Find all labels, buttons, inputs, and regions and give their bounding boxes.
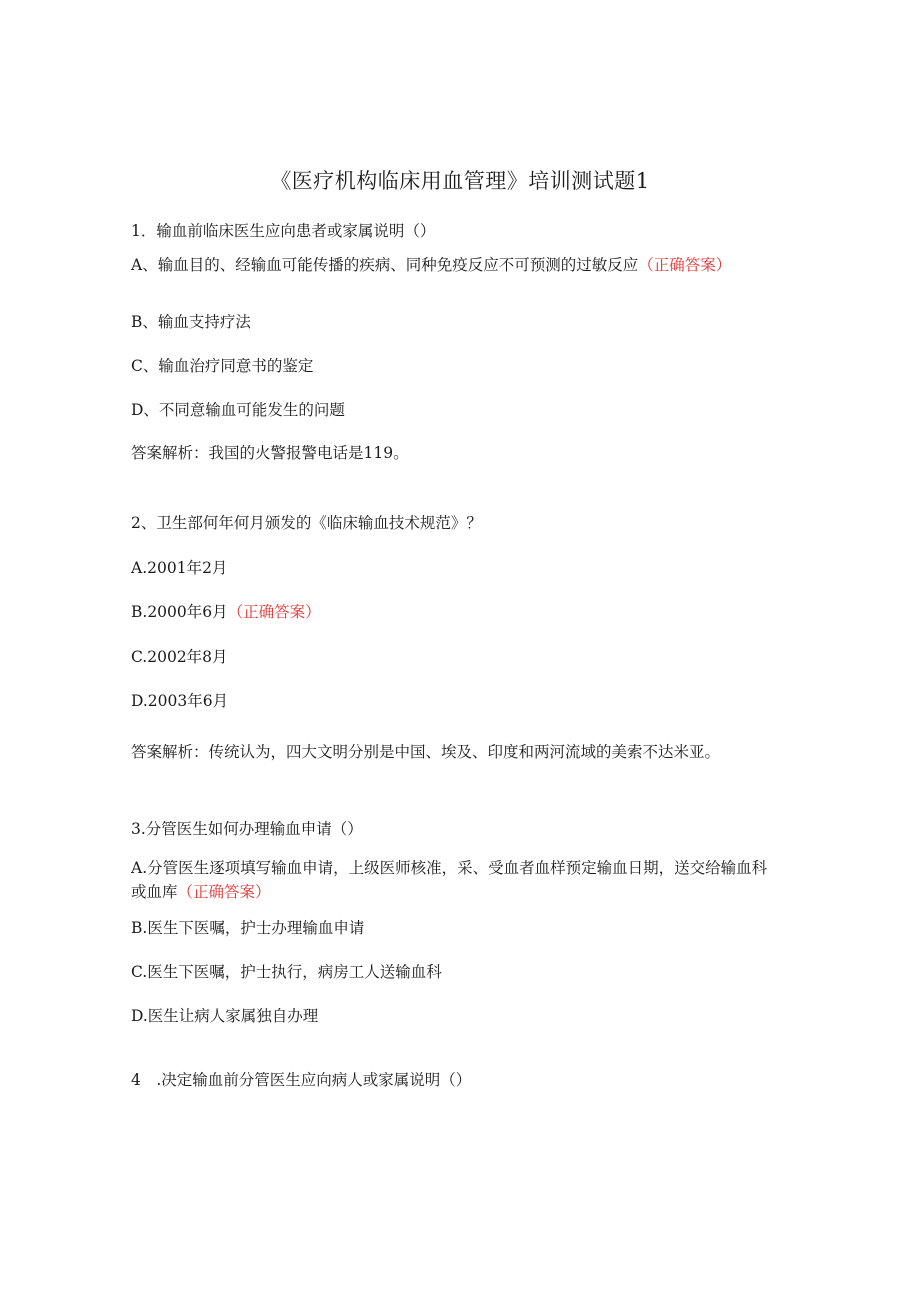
question-2-option-b [131,600,781,624]
question-2-analysis: 答案解析：传统认为，四大文明分别是中国、埃及、印度和两河流域的美索不达米亚。 [131,743,721,761]
question-2-stem: 2、卫生部何年何月颁发的《临床输血技术规范》？ [131,514,482,532]
correct-answer-tag: （正确答案） [177,883,271,901]
correct-answer-tag: （正确答案） [638,256,732,274]
question-3-option-b: B.医生下医嘱，护士办理输血申请 [131,919,365,937]
question-4-stem: 4 .决定输血前分管医生应向病人或家属说明（） [131,1071,472,1089]
question-3-option-c: C.医生下医嘱，护士执行，病房工人送输血科 [131,963,442,981]
question-2-option-c: C.2002年8月 [131,648,228,666]
question-1-analysis: 答案解析：我国的火警报警电话是119。 [131,444,409,462]
question-1-stem: 1．输血前临床医生应向患者或家属说明（） [131,222,436,240]
option-text: A、输血目的、经输血可能传播的疾病、同种免疫反应不可预测的过敏反应 [131,256,639,274]
question-3-stem: 3.分管医生如何办理输血申请（） [131,820,363,838]
question-3-option-d: D.医生让病人家属独自办理 [131,1007,319,1025]
correct-answer-tag: （正确答案） [227,603,321,621]
question-2-option-d: D.2003年6月 [131,692,229,710]
question-3-option-a [131,856,771,904]
question-1-option-a [131,253,771,277]
option-text: B.2000年6月 [131,603,228,621]
question-1-option-c: C、输血治疗同意书的鉴定 [131,357,314,375]
page-title: 《医疗机构临床用血管理》培训测试题1 [270,169,650,193]
question-2-option-a: A.2001年2月 [131,559,228,577]
option-text: A.分管医生逐项填写输血申请，上级医师核准，采、受血者血样预定输血日期，送交给输血科或血库 [131,859,768,901]
question-1-option-b: B、输血支持疗法 [131,313,251,331]
question-1-option-d: D、不同意输血可能发生的问题 [131,401,345,419]
